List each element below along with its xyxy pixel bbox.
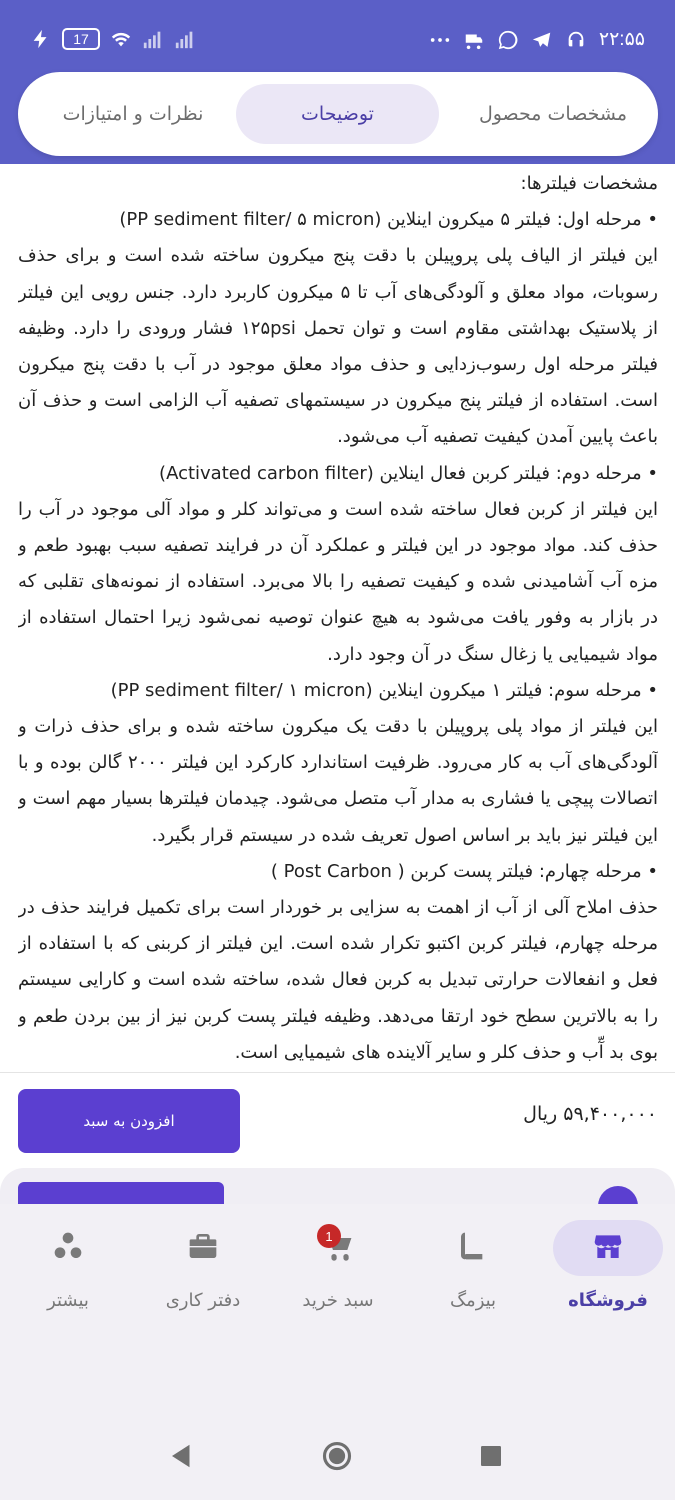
- nav-icon-wrap: [13, 1220, 123, 1276]
- nav-item-store[interactable]: [543, 1220, 673, 1330]
- bottom-navigation: [0, 1204, 675, 1416]
- signal-icon: [174, 28, 196, 50]
- status-right: [429, 28, 645, 51]
- app-icon: [463, 29, 485, 51]
- nav-item-bizmag[interactable]: [408, 1220, 538, 1330]
- status-bar: [0, 24, 675, 62]
- briefcase-icon: [187, 1230, 219, 1266]
- status-left: [30, 28, 196, 50]
- home-circle-icon: [322, 1441, 352, 1475]
- nav-icon-wrap: [553, 1220, 663, 1276]
- nav-item-workbook[interactable]: [138, 1220, 268, 1330]
- description-content: [18, 166, 658, 1072]
- battery-indicator: 17: [62, 28, 100, 50]
- whatsapp-icon: [497, 29, 519, 51]
- lightning-icon: [30, 28, 52, 50]
- purchase-bar: [0, 1072, 675, 1168]
- nav-label-more: بیشتر: [47, 1290, 89, 1311]
- headset-icon: [565, 29, 587, 51]
- app-header: [0, 0, 675, 164]
- tab-reviews[interactable]: نظرات و امتیازات: [62, 103, 204, 125]
- nav-icon-wrap: [283, 1220, 393, 1276]
- system-navigation: [0, 1416, 675, 1500]
- product-price: ۵۹,۴۰۰,۰۰۰ ریال: [523, 1103, 657, 1125]
- nav-label-bizmag: بیزمگ: [449, 1290, 497, 1311]
- recents-button[interactable]: [475, 1442, 507, 1474]
- nav-item-more[interactable]: [3, 1220, 133, 1330]
- tab-product-specs[interactable]: مشخصات محصول: [478, 103, 628, 125]
- stage3-text: این فیلتر از مواد پلی پروپیلن با دقت یک میکرون ساخته شده و برای حذف ذرات و آلودگی‌های آب به کار می‌رود. ظرفیت استاندارد کارکرد این فیلتر ۲۰۰۰ گالن بوده و با اتصالات پیچی یا فشاری به مدار آب متصل می‌شود. چیدمان فیلترها بسیار مهم است و این فیلتر نیز باید بر اساس اصول تعریف شده در سیستم قرار بگیرد.: [18, 716, 658, 846]
- stage4-title: • مرحله چهارم: فیلتر پست کربن ( Post Carbon ): [270, 860, 658, 882]
- product-tabs: [18, 72, 658, 156]
- back-triangle-icon: [167, 1441, 197, 1475]
- nav-item-cart[interactable]: [273, 1220, 403, 1330]
- cart-badge: 1: [317, 1224, 341, 1248]
- tab-description[interactable]: توضیحات: [236, 84, 439, 144]
- stage2-title: • مرحله دوم: فیلتر کربن فعال اینلاین (Activated carbon filter): [159, 462, 658, 484]
- telegram-icon: [531, 29, 553, 51]
- nav-label-cart: سبد خرید: [302, 1290, 374, 1311]
- clock: ۲۲:۵۵: [598, 29, 645, 50]
- stage3-title: • مرحله سوم: فیلتر ۱ میکرون اینلاین (PP sediment filter/ ۱ micron): [110, 679, 658, 701]
- home-button[interactable]: [321, 1442, 353, 1474]
- store-icon: [592, 1230, 624, 1266]
- recents-square-icon: [476, 1441, 506, 1475]
- back-button[interactable]: [166, 1442, 198, 1474]
- more-icon: [52, 1230, 84, 1266]
- add-to-cart-button[interactable]: افزودن به سبد: [18, 1089, 240, 1153]
- filters-heading: مشخصات فیلترها:: [520, 173, 658, 194]
- signal-icon: [142, 28, 164, 50]
- nav-label-workbook: دفتر کاری: [165, 1290, 241, 1311]
- nav-icon-wrap: [418, 1220, 528, 1276]
- stage1-title: • مرحله اول: فیلتر ۵ میکرون اینلاین (PP sediment filter/ ۵ micron): [119, 209, 658, 231]
- more-dots-icon: [429, 29, 451, 51]
- wifi-icon: [110, 28, 132, 50]
- nav-label-store: فروشگاه: [568, 1290, 648, 1311]
- book-icon: [457, 1230, 489, 1266]
- nav-icon-wrap: [148, 1220, 258, 1276]
- stage4-text: حذف املاح آلی از آب از اهمت به سزایی بر خوردار است برای تکمیل فرایند حذف در مرحله چهارم، فیلتر کربن اکتبو تکرار شده است. این فیلتر از کربنی که با استفاده از فعل و انفعالات حرارتی تبدیل به کربن فعال شده، ساخته شده است و کارایی سیستم را به بالاترین سطح خود ارتقا می‌دهد. وظیفه فیلتر پست کربن نیز از بین بردن طعم و بوی بد آّب و حذف کلر و سایر آلاینده های شیمیایی است.: [18, 897, 658, 1063]
- stage1-text: این فیلتر از الیاف پلی پروپیلن با دقت پنج میکرون ساخته شده است و برای حذف رسوبات، مواد معلق و آلودگی‌های آب تا ۵ میکرون کاربرد دارد. جنس رویی این فیلتر از پلاستیک بهداشتی مقاوم است و توان تحمل ۱۲۵psi فشار ورودی را دارد. وظیفه فیلتر مرحله اول رسوب‌زدایی و حذف مواد معلق موجود در آب با دقت پنج میکرون است. استفاده از فیلتر پنج میکرون در سیستمهای تصفیه آب الزامی است و حذف آن باعث پایین آمدن کیفیت تصفیه آب می‌شود.: [18, 245, 658, 448]
- stage2-text: این فیلتر از کربن فعال ساخته شده است و می‌تواند کلر و مواد آلی موجود در آب را حذف کند. مواد موجود در این فیلتر و عملکرد آن در فرایند تصفیه سبب بهبود طعم و مزه آب آشامیدنی شده و کیفیت تصفیه را بالا می‌برد. استفاده از نمونه‌های تقلبی که در بازار به وفور یافت می‌شود به هیچ عنوان توصیه نمی‌شود زیرا احتمال استفاده از مواد شیمیایی یا زغال سنگ در آن وجود دارد.: [18, 498, 658, 665]
